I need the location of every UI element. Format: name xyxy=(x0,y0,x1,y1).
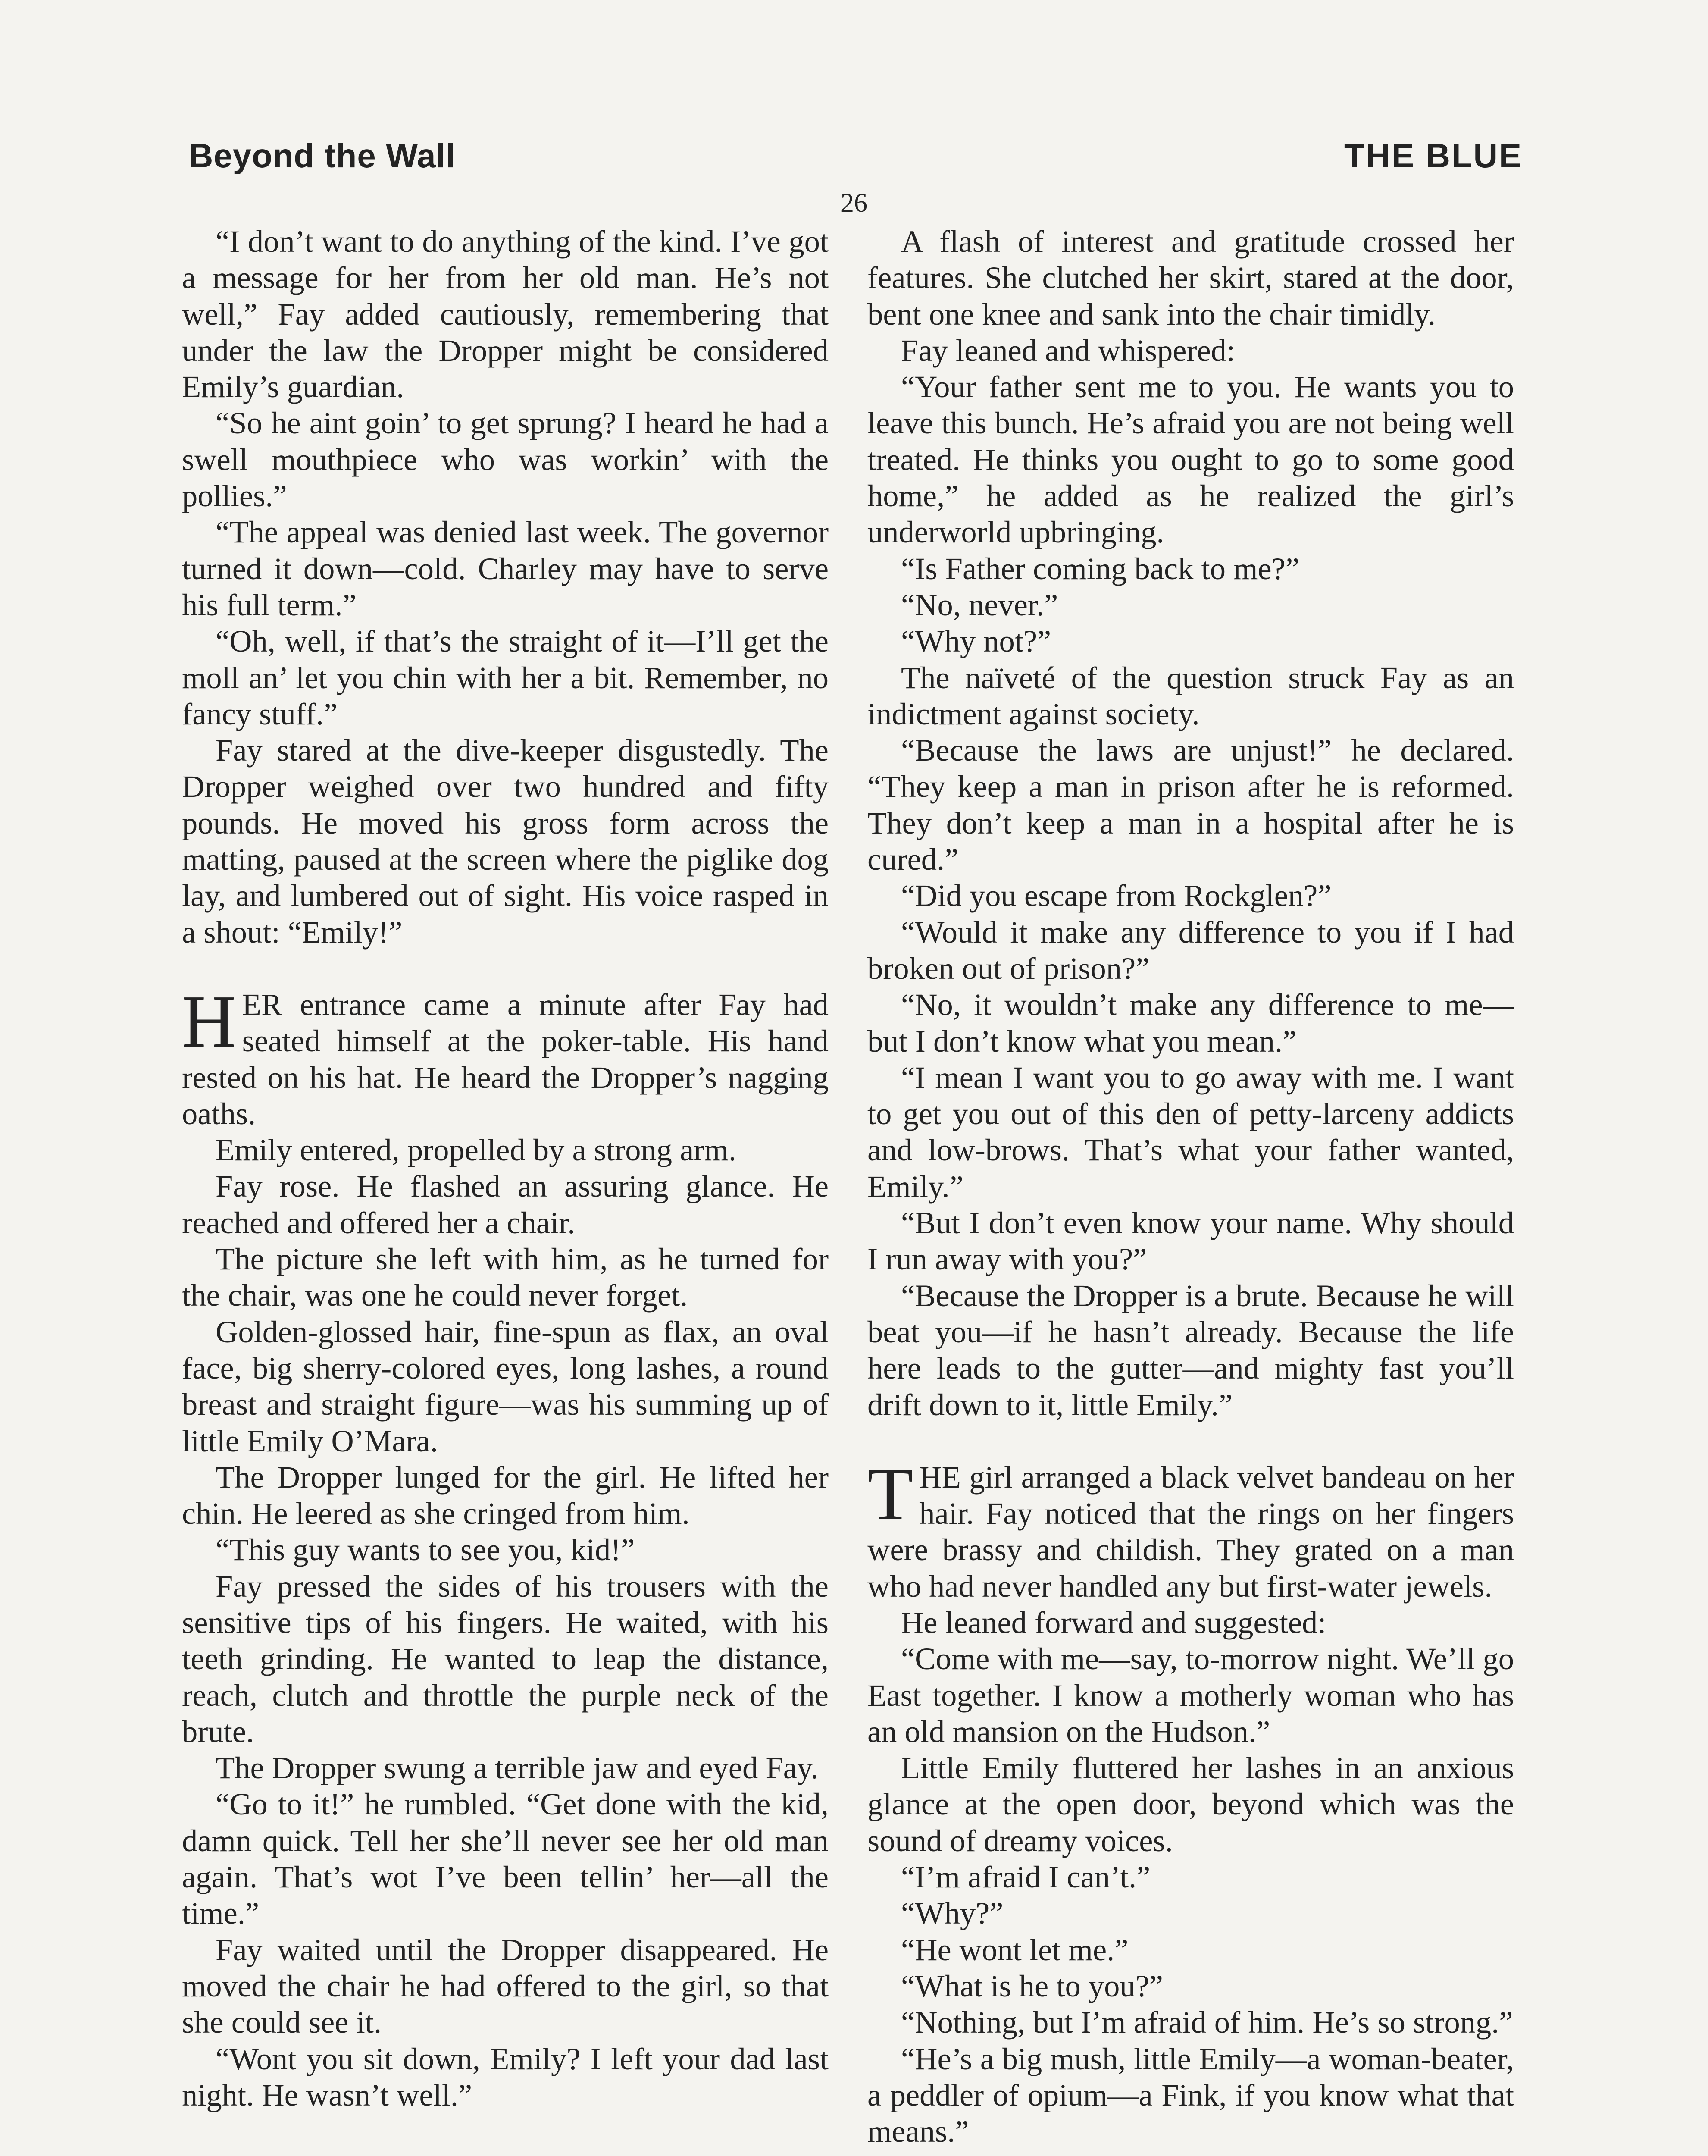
section-opening-paragraph xyxy=(867,1452,1514,1604)
paragraph: “So he aint goin’ to get sprung? I heard he had a swell mouthpiece who was workin’ with the pollies.” xyxy=(182,405,829,514)
paragraph: Golden-glossed hair, fine-spun as flax, an oval face, big sherry-colored eyes, long lashes, a round breast and straight figure—was his summing up of little Emily O’Mara. xyxy=(182,1314,829,1458)
section-opening-text: ER entrance came a minute after Fay had seated himself at the poker-table. His hand rested on his hat. He heard the Dropper’s nagging oaths. xyxy=(182,987,829,1131)
paragraph: Fay rose. He flashed an assuring glance. He reached and offered her a chair. xyxy=(182,1169,829,1240)
paragraph: “This guy wants to see you, kid!” xyxy=(216,1532,635,1567)
paragraph: “Nothing, but I’m afraid of him. He’s so strong.” xyxy=(901,2005,1513,2040)
paragraph: The Dropper lunged for the girl. He lifted her chin. He leered as she cringed from him. xyxy=(182,1459,829,1531)
paragraph: “Wont you sit down, Emily? I left your dad last night. He wasn’t well.” xyxy=(182,2041,829,2112)
paragraph: “I mean I want you to go away with me. I want to get you out of this den of petty-larceny addicts and low-brows. That’s what your father wanted, Emily.” xyxy=(867,1059,1514,1204)
paragraph: The naïveté of the question struck Fay as an indictment against society. xyxy=(867,660,1514,731)
paragraph: “Oh, well, if that’s the straight of it—I’ll get the moll an’ let you chin with her a bit. Remember, no fancy stuff.” xyxy=(182,624,829,731)
paragraph: A flash of interest and gratitude crossed her features. She clutched her skirt, stared at the door, bent one knee and sank into the chair timidly. xyxy=(867,224,1514,332)
paragraph: “What is he to you?” xyxy=(901,1968,1163,2003)
story-title: Beyond the Wall xyxy=(189,137,456,175)
paragraph: Fay waited until the Dropper disappeared. He moved the chair he had offered to the girl, so that she could see it. xyxy=(182,1932,829,2040)
paragraph: Fay stared at the dive-keeper disgustedly. The Dropper weighed over two hundred and fifty pounds. He moved his gross form across the matting, paused at the screen where the piglike dog lay, and lumbered out of sight. His voice rasped in a shout: “Emily!” xyxy=(182,733,829,950)
paragraph: “Come with me—say, to-morrow night. We’ll go East together. I know a motherly woman who has an old mansion on the Hudson.” xyxy=(867,1641,1514,1749)
paragraph: “No, never.” xyxy=(901,587,1058,622)
paragraph: “He wont let me.” xyxy=(901,1932,1129,1967)
paragraph: “Would it make any difference to you if I had broken out of prison?” xyxy=(867,914,1514,986)
drop-cap: H xyxy=(182,979,236,1063)
paragraph: “Because the Dropper is a brute. Because he will beat you—if he hasn’t already. Because the life here leads to the gutter—and mighty fast you’ll drift down to it, little Emily.” xyxy=(867,1278,1514,1422)
paragraph: “I don’t want to do anything of the kind. I’ve got a message for her from her old man. He’s not well,” Fay added cautiously, remembering that under the law the Dropper might be considered Emily’s guardian. xyxy=(182,224,829,404)
paragraph: Emily entered, propelled by a strong arm. xyxy=(216,1132,736,1168)
paragraph: “Why?” xyxy=(901,1896,1004,1931)
drop-cap: T xyxy=(867,1452,913,1536)
paragraph: “Why not?” xyxy=(901,624,1051,659)
page-number: 26 xyxy=(841,188,867,218)
paragraph: “The appeal was denied last week. The governor turned it down—cold. Charley may have to serve his full term.” xyxy=(182,514,829,622)
paragraph: The Dropper swung a terrible jaw and eyed Fay. xyxy=(216,1750,819,1786)
paragraph: “Because the laws are unjust!” he declared. “They keep a man in prison after he is reformed. They don’t keep a man in a hospital after he is cured.” xyxy=(867,733,1514,877)
paragraph: “Your father sent me to you. He wants you to leave this bunch. He’s afraid you are not being well treated. He thinks you ought to go to some good home,” he added as he realized the girl’s underworld upbringing. xyxy=(867,369,1514,550)
paragraph: Little Emily fluttered her lashes in an anxious glance at the open door, beyond which was the sound of dreamy voices. xyxy=(867,1750,1514,1858)
paragraph: “No, it wouldn’t make any difference to me—but I don’t know what you mean.” xyxy=(867,987,1514,1059)
paragraph: “Did you escape from Rockglen?” xyxy=(901,878,1332,913)
magazine-title: THE BLUE xyxy=(1344,137,1523,175)
paragraph: “He’s a big mush, little Emily—a woman-beater, a peddler of opium—a Fink, if you know what that means.” xyxy=(867,2041,1514,2149)
right-column xyxy=(867,223,1514,2150)
paragraph: The picture she left with him, as he turned for the chair, was one he could never forget. xyxy=(182,1241,829,1313)
paragraph: “But I don’t even know your name. Why should I run away with you?” xyxy=(867,1205,1514,1277)
paragraph: Fay pressed the sides of his trousers with the sensitive tips of his fingers. He waited, with his teeth grinding. He wanted to leap the distance, reach, clutch and throttle the purple neck of the brute. xyxy=(182,1568,829,1749)
paragraph: “Go to it!” he rumbled. “Get done with the kid, damn quick. Tell her she’ll never see her old man again. That’s wot I’ve been tellin’ her—all the time.” xyxy=(182,1786,829,1931)
paragraph: Fay leaned and whispered: xyxy=(901,332,1236,368)
paragraph: He leaned forward and suggested: xyxy=(901,1604,1326,1640)
paragraph: “Is Father coming back to me?” xyxy=(901,551,1300,586)
paragraph: “I’m afraid I can’t.” xyxy=(901,1859,1151,1895)
section-opening-text: HE girl arranged a black velvet bandeau on her hair. Fay noticed that the rings on her fingers were brassy and childish. They grated on a man who had never handled any but first-water jewels. xyxy=(867,1459,1514,1604)
left-column xyxy=(182,223,829,2113)
section-opening-paragraph xyxy=(182,979,829,1132)
